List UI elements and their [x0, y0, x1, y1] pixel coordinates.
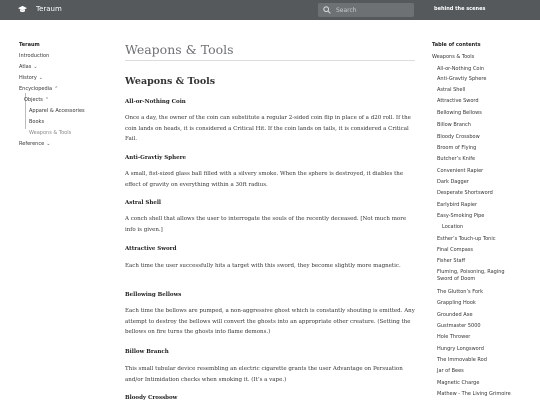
toc-link[interactable]: Easy-Smoking Pipe	[437, 213, 485, 219]
toc-link[interactable]: Dark Dagger	[437, 179, 469, 185]
toc-link[interactable]: The Immovable Rod	[437, 357, 487, 363]
entry-description: Each time the bellows are pumped, a non-aggressive ghost which is constantly shouting is emitted. Any attempt to destroy the bellows will convert the ghosts into an appropriate other creature. (Setting the bellows on fire turns the ghosts into flame demons.)	[125, 308, 415, 335]
entry-heading: Bellowing Bellows	[125, 292, 182, 298]
sidebar-item-label: Weapons & Tools	[29, 130, 72, 136]
toc-link[interactable]: Fluming, Poisoning, Raging Sword of Doom	[437, 269, 505, 282]
sidebar-item-history[interactable]	[19, 75, 43, 81]
chevron-down-icon[interactable]: ⌄	[46, 141, 51, 147]
toc-link[interactable]: Gustmaster 5000	[437, 323, 481, 329]
toc-link[interactable]: Astral Shell	[437, 87, 466, 93]
search-icon	[323, 6, 331, 14]
toc-link[interactable]: Weapons & Tools	[432, 54, 475, 60]
chevron-up-icon[interactable]: ⌃	[54, 86, 59, 92]
site-title[interactable]: Teraum	[36, 5, 62, 13]
sidebar-item-apparel-accessories[interactable]	[29, 108, 85, 114]
sidebar-item-label: Objects	[24, 97, 43, 103]
sidebar-item-label: Books	[29, 119, 45, 125]
sidebar-item-label: Reference	[19, 141, 45, 147]
toc-link[interactable]: Grappling Hook	[437, 300, 476, 306]
page-title: Weapons & Tools	[125, 42, 234, 57]
entry-description: A small, fist-sized glass ball filled with a silvery smoke. When the sphere is destroyed, it diables the effect of gravity on everything within a 30ft radius.	[125, 171, 404, 188]
sidebar-item-objects[interactable]	[24, 97, 49, 103]
toc-link[interactable]: Hole Thrower	[437, 334, 471, 340]
toc-link[interactable]: Jar of Bees	[437, 368, 464, 374]
sidebar-item-label: Atlas	[19, 64, 32, 70]
divider	[125, 60, 415, 61]
toc-link[interactable]: Attractive Sword	[437, 98, 479, 104]
toc-link[interactable]: Esther’s Touch-up Tonic	[437, 236, 496, 242]
toc-link[interactable]: Magnetic Charge	[437, 380, 480, 386]
sidebar-item-label: Encyclopedia	[19, 86, 53, 92]
entry-heading: Attractive Sword	[125, 246, 177, 252]
entry-description: Each time the user successfully hits a target with this sword, they become slightly more magnetic.	[125, 263, 401, 269]
graduation-cap-icon[interactable]	[18, 5, 27, 14]
entry-description: This small tubular device resembling an electric cigarette grants the user Advantage on Persuation and/or Intimidation checks when smoking it. (It’s a vape.)	[125, 366, 403, 383]
sidebar-item-label: Apparel & Accessories	[29, 108, 85, 114]
toc-link[interactable]: Mathew - The Living Grimoire	[437, 391, 511, 397]
search-input[interactable]	[336, 4, 410, 16]
toc-link[interactable]: Final Compass	[437, 247, 473, 253]
toc-link[interactable]: Desperate Shortsword	[437, 190, 493, 196]
sidebar-title[interactable]: Teraum	[19, 42, 40, 48]
toc-link[interactable]: Convenient Rapier	[437, 168, 484, 174]
toc-link[interactable]: Earlybird Rapier	[437, 202, 478, 208]
section-heading: Weapons & Tools	[125, 76, 216, 87]
entry-description: A conch shell that allows the user to interrogate the souls of the recently deceased. [Not much more info is given.]	[125, 216, 407, 233]
top-navbar	[0, 0, 540, 20]
sidebar-item-atlas[interactable]	[19, 64, 38, 70]
chevron-down-icon[interactable]: ⌄	[33, 64, 38, 70]
toc-link[interactable]: Broom of Flying	[437, 145, 477, 151]
chevron-down-icon[interactable]: ⌄	[38, 75, 43, 81]
search-box[interactable]	[318, 3, 414, 17]
sidebar-item-introduction[interactable]	[19, 53, 49, 59]
sidebar-item-label: History	[19, 75, 37, 81]
sidebar-item-encyclopedia[interactable]	[19, 86, 58, 92]
entry-heading: Bloody Crossbow	[125, 395, 178, 401]
toc-link[interactable]: Location	[442, 224, 464, 230]
sidebar-item-reference[interactable]	[19, 141, 50, 147]
entry-description: Once a day, the owner of the coin can substitute a regular 2-sided coin flip in place of a d20 roll. If the coin lands on heads, it is considered a Critical Hit. If the coin lands on tails, it is considered a Critical Fail.	[125, 115, 411, 142]
toc-link[interactable]: Butcher’s Knife	[437, 156, 476, 162]
sidebar-item-books[interactable]	[29, 119, 44, 125]
chevron-up-icon[interactable]: ⌃	[44, 97, 50, 103]
toc-link[interactable]: All-or-Nothing Coin	[437, 66, 485, 72]
toc-link[interactable]: Fisher Staff	[437, 258, 466, 264]
toc-link[interactable]: Bloody Crossbow	[437, 134, 480, 140]
toc-link[interactable]: Grounded Axe	[437, 312, 473, 318]
sidebar-item-weapons-tools[interactable]	[29, 130, 71, 136]
toc-link[interactable]: Anti-Gravtiy Sphere	[437, 76, 487, 82]
toc-heading: Table of contents	[432, 42, 481, 48]
toc-link[interactable]: Billow Branch	[437, 122, 471, 128]
toc-link[interactable]: The Glutton’s Fork	[437, 289, 483, 295]
toc-link[interactable]: Hungry Longsword	[437, 346, 484, 352]
entry-heading: Anti-Gravtiy Sphere	[125, 155, 186, 161]
toc-link[interactable]: Bellowing Bellows	[437, 110, 482, 116]
entry-heading: Billow Branch	[125, 349, 169, 355]
behind-the-scenes-link[interactable]: behind the scenes	[434, 6, 486, 12]
entry-heading: All-or-Nothing Coin	[125, 99, 186, 105]
entry-heading: Astral Shell	[125, 200, 162, 206]
sidebar-item-label: Introduction	[19, 53, 50, 59]
